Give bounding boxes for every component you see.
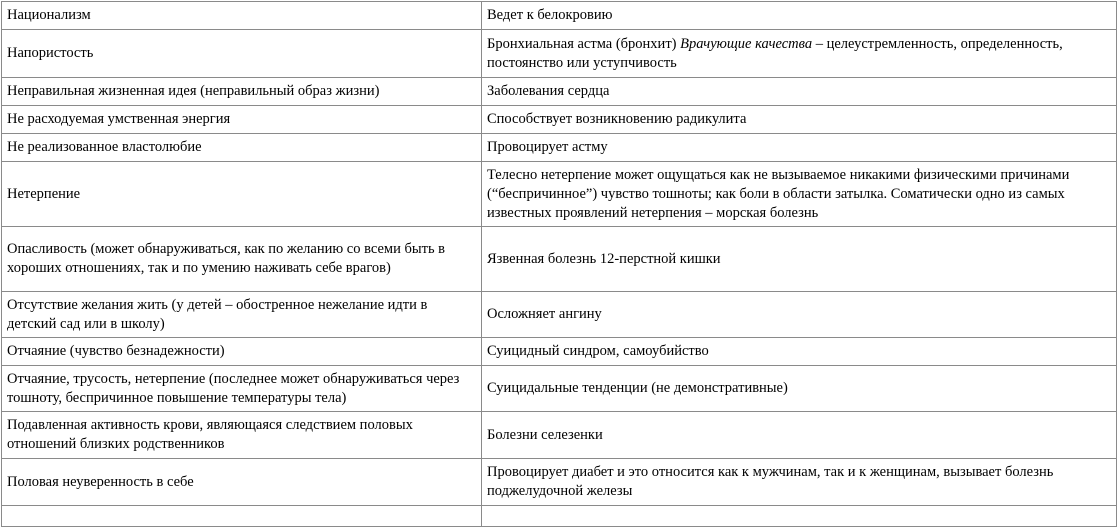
effect-cell: Способствует возникновению радикулита (482, 106, 1117, 134)
trait-cell: Подавленная активность крови, являющаяся следствием половых отношений близких родственников (2, 412, 482, 459)
effect-cell: Провоцирует астму (482, 134, 1117, 162)
table-row (2, 227, 1117, 292)
trait-cell: Нетерпение (2, 162, 482, 227)
table-row-partial (2, 506, 1117, 527)
effect-cell (482, 30, 1117, 78)
trait-disease-table (1, 1, 1117, 527)
effect-cell: Осложняет ангину (482, 292, 1117, 338)
trait-cell: Неправильная жизненная идея (неправильный образ жизни) (2, 78, 482, 106)
table-row (2, 338, 1117, 366)
effect-cell: Ведет к белокровию (482, 2, 1117, 30)
table-row (2, 292, 1117, 338)
table-row (2, 412, 1117, 459)
trait-cell: Отчаяние, трусость, нетерпение (последнее может обнаруживаться через тошноту, беспричинное повышение температуры тела) (2, 366, 482, 412)
trait-cell: Национализм (2, 2, 482, 30)
effect-cell: Суицидный синдром, самоубийство (482, 338, 1117, 366)
trait-cell: Отчаяние (чувство безнадежности) (2, 338, 482, 366)
trait-cell: Половая неуверенность в себе (2, 459, 482, 506)
table-row (2, 106, 1117, 134)
effect-cell: Болезни селезенки (482, 412, 1117, 459)
effect-cell: Телесно нетерпение может ощущаться как не вызываемое никакими физическими причинами (“беспричинное”) чувство тошноты; как боли в области затылка. Соматически одно из самых известных проявлений нетерпения – морская болезнь (482, 162, 1117, 227)
table-row (2, 2, 1117, 30)
trait-cell: Не расходуемая умственная энергия (2, 106, 482, 134)
effect-italic-text: Врачующие качества (680, 35, 813, 52)
table-row (2, 134, 1117, 162)
effect-text: Бронхиальная астма (бронхит) (487, 35, 681, 52)
effect-cell: Язвенная болезнь 12-перстной кишки (482, 227, 1117, 292)
table-row (2, 78, 1117, 106)
effect-text: – целеустремленность, определенность, постоянство или уступчивость (487, 35, 1063, 71)
effect-cell: Провоцирует диабет и это относится как к мужчинам, так и к женщинам, вызывает болезнь поджелудочной железы (482, 459, 1117, 506)
table-row (2, 30, 1117, 78)
trait-cell-empty (2, 506, 482, 527)
trait-cell: Опасливость (может обнаруживаться, как по желанию со всеми быть в хороших отношениях, так и по умению наживать себе врагов) (2, 227, 482, 292)
trait-cell: Отсутствие желания жить (у детей – обостренное нежелание идти в детский сад или в школу) (2, 292, 482, 338)
table-row (2, 366, 1117, 412)
table-row (2, 162, 1117, 227)
effect-cell-empty (482, 506, 1117, 527)
effect-cell: Заболевания сердца (482, 78, 1117, 106)
trait-cell: Не реализованное властолюбие (2, 134, 482, 162)
table-row (2, 459, 1117, 506)
effect-cell: Суицидальные тенденции (не демонстративные) (482, 366, 1117, 412)
trait-cell: Напористость (2, 30, 482, 78)
